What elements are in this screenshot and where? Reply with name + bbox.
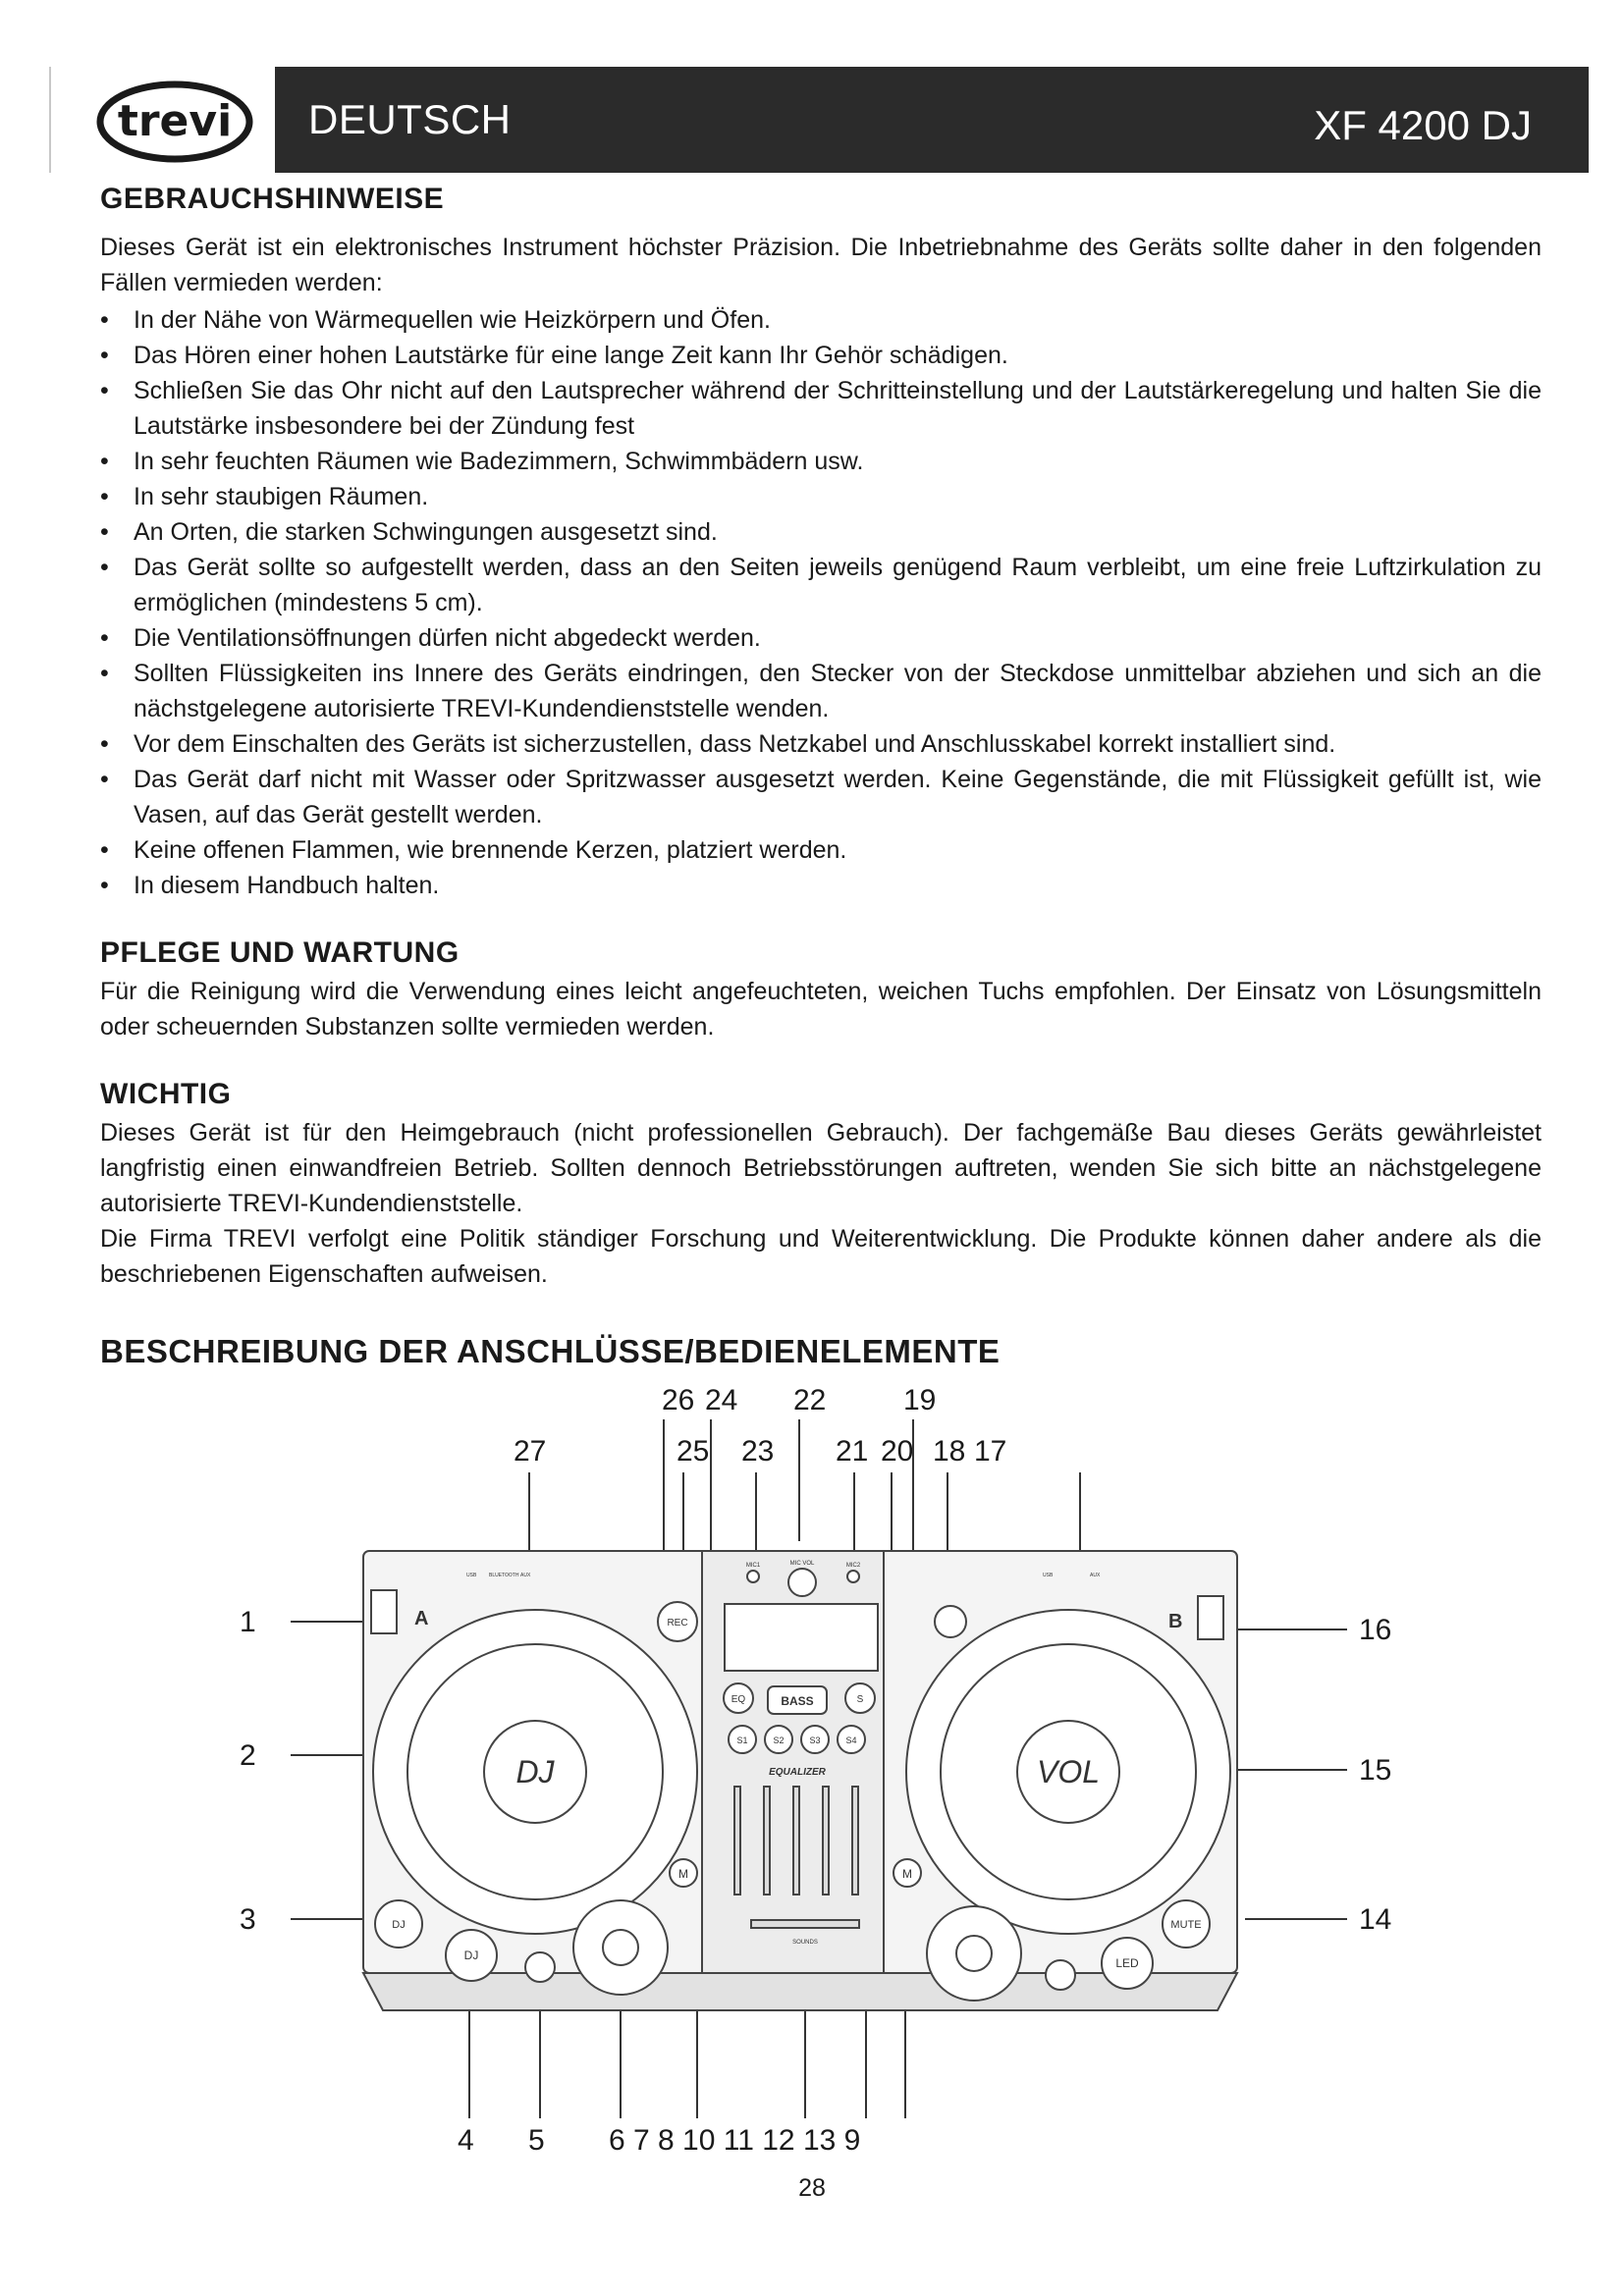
- header-bar: [275, 67, 1589, 173]
- callout-2: 2: [240, 1739, 256, 1772]
- usb-port-b[interactable]: [1198, 1596, 1223, 1639]
- important-text-2: Die Firma TREVI verfolgt eine Politik ständiger Forschung und Weiterentwicklung. Die Produkte können daher andere als die beschriebenen Eigenschaften aufweisen.: [100, 1225, 1542, 1288]
- list-item: • In diesem Handbuch halten.: [100, 872, 440, 899]
- care-text: Für die Reinigung wird die Verwendung eines leicht angefeuchteten, weichen Tuchs empfohlen. Der Einsatz von Lösungsmitteln oder scheuernden Substanzen sollte vermieden werden.: [100, 978, 1542, 1041]
- controls-diagram: [196, 1374, 1434, 2179]
- transport-pad-right[interactable]: [927, 1906, 1021, 2001]
- usb-left-label: USB: [466, 1573, 477, 1578]
- section-title-usage: GEBRAUCHSHINWEISE: [100, 183, 445, 215]
- usb-right-label: USB: [1043, 1573, 1054, 1578]
- mode-left-label: M: [678, 1867, 688, 1881]
- list-item: • Sollten Flüssigkeiten ins Innere des Geräts eindringen, den Stecker von der Steckdose unmittelbar abziehen und sich an die nächstgelegene autorisierte TREVI-Kundendienststelle wenden.: [100, 660, 1542, 722]
- aux-right-label: AUX: [1090, 1573, 1101, 1578]
- list-item: • In der Nähe von Wärmequellen wie Heizkörpern und Öfen.: [100, 306, 771, 334]
- transport-pad-left[interactable]: [573, 1900, 668, 1995]
- callout-21: 21: [836, 1435, 869, 1468]
- section-title-important: WICHTIG: [100, 1078, 232, 1110]
- jog-right-label: VOL: [1036, 1754, 1101, 1789]
- eq-slider[interactable]: [793, 1787, 799, 1895]
- callout-23: 23: [741, 1435, 775, 1468]
- list-item: • Keine offenen Flammen, wie brennende Kerzen, platziert werden.: [100, 836, 847, 864]
- jog-left-label: DJ: [515, 1754, 555, 1789]
- callout-5: 5: [528, 2124, 545, 2157]
- mic1-label: MIC1: [745, 1563, 761, 1569]
- callout-19: 19: [903, 1384, 937, 1416]
- usb-port-a[interactable]: [371, 1590, 397, 1633]
- mic-volume-knob[interactable]: [788, 1569, 816, 1596]
- callout-17: 17: [974, 1435, 1007, 1468]
- list-item: • Das Gerät sollte so aufgestellt werden, dass an den Seiten jeweils genügend Raum verbleibt, um eine freie Luftzirkulation zu ermöglichen (mindestens 5 cm).: [100, 554, 1542, 616]
- mute-label: MUTE: [1170, 1919, 1202, 1931]
- mic2-jack[interactable]: [847, 1571, 859, 1582]
- eq-slider[interactable]: [823, 1787, 829, 1895]
- callout-27: 27: [514, 1435, 547, 1468]
- s2-label: S2: [773, 1735, 785, 1745]
- s1-label: S1: [736, 1735, 748, 1745]
- mode-right-label: M: [902, 1867, 912, 1881]
- callout-20: 20: [881, 1435, 914, 1468]
- display: [725, 1604, 878, 1671]
- callout-16: 16: [1359, 1614, 1392, 1646]
- equalizer-label: EQUALIZER: [769, 1767, 826, 1778]
- callout-22: 22: [793, 1384, 827, 1416]
- logo-text: trevi: [117, 96, 233, 146]
- page-margin-line: [49, 67, 51, 173]
- power-button[interactable]: [935, 1606, 966, 1637]
- bass-label: BASS: [781, 1694, 814, 1708]
- callout-1: 1: [240, 1606, 256, 1638]
- section-title-controls: BESCHREIBUNG DER ANSCHLÜSSE/BEDIENELEMENTE: [100, 1333, 1001, 1369]
- rec-label: REC: [667, 1618, 688, 1629]
- mic2-label: MIC2: [845, 1563, 861, 1569]
- s4-label: S4: [845, 1735, 857, 1745]
- header-language: DEUTSCH: [308, 96, 512, 142]
- list-item: • An Orten, die starken Schwingungen ausgesetzt sind.: [100, 518, 718, 546]
- callout-6-7-8-10-11-12-13-9: 6 7 8 10 11 12 13 9: [609, 2124, 861, 2157]
- list-item: • Vor dem Einschalten des Geräts ist sicherzustellen, dass Netzkabel und Anschlusskabel korrekt installiert sind.: [100, 730, 1336, 758]
- section-title-care: PFLEGE UND WARTUNG: [100, 936, 460, 969]
- callout-3: 3: [240, 1903, 256, 1936]
- eq-slider[interactable]: [764, 1787, 770, 1895]
- deck-b-label: B: [1168, 1611, 1183, 1632]
- important-text-1: Dieses Gerät ist für den Heimgebrauch (nicht professionellen Gebrauch). Der fachgemäße Bau dieses Geräts gewährleistet langfristig einen einwandfreien Betrieb. Sollten dennoch Betriebsstörungen auftreten, wenden Sie sich bitte an nächstgelegene autorisierte TREVI-Kundendienststelle.: [100, 1119, 1542, 1217]
- list-item: • Die Ventilationsöffnungen dürfen nicht abgedeckt werden.: [100, 624, 761, 652]
- s-label: S: [856, 1694, 864, 1705]
- eq-slider[interactable]: [734, 1787, 740, 1895]
- list-item: • Das Hören einer hohen Lautstärke für eine lange Zeit kann Ihr Gehör schädigen.: [100, 342, 1008, 369]
- mic1-jack[interactable]: [747, 1571, 759, 1582]
- page-content: [100, 183, 1542, 1374]
- sounds-slider[interactable]: [751, 1920, 859, 1928]
- mic-vol-label: MIC VOL: [789, 1561, 815, 1567]
- s3-label: S3: [809, 1735, 821, 1745]
- stop-button-left[interactable]: [525, 1952, 555, 1982]
- bluetooth-label: BLUETOOTH: [489, 1573, 519, 1578]
- list-item: • In sehr staubigen Räumen.: [100, 483, 429, 510]
- dj-effect-label: DJ: [392, 1919, 406, 1931]
- callout-14: 14: [1359, 1903, 1392, 1936]
- callout-25: 25: [677, 1435, 710, 1468]
- deck-a-label: A: [414, 1608, 429, 1629]
- usage-intro: Dieses Gerät ist ein elektronisches Instrument höchster Präzision. Die Inbetriebnahme des Geräts sollte daher in den folgenden Fällen vermieden werden:: [100, 234, 1542, 296]
- eq-label: EQ: [731, 1694, 746, 1705]
- sounds-label: SOUNDS: [792, 1940, 818, 1946]
- eq-slider[interactable]: [852, 1787, 858, 1895]
- page-number: 28: [798, 2174, 826, 2202]
- trevi-logo: [96, 80, 253, 163]
- list-item: • In sehr feuchten Räumen wie Badezimmern, Schwimmbädern usw.: [100, 448, 864, 475]
- list-item: • Schließen Sie das Ohr nicht auf den Lautsprecher während der Schritteinstellung und der Lautstärkeregelung und halten Sie die Lautstärke insbesondere bei der Zündung fest: [100, 377, 1542, 440]
- usage-bullet-list: [100, 302, 1542, 903]
- led-label: LED: [1115, 1956, 1139, 1970]
- list-item: • Das Gerät darf nicht mit Wasser oder Spritzwasser ausgesetzt werden. Keine Gegenstände, die mit Flüssigkeit gefüllt ist, wie Vasen, auf das Gerät gestellt werden.: [100, 766, 1542, 828]
- aux-left-label: AUX: [520, 1573, 531, 1578]
- callout-4: 4: [458, 2124, 474, 2157]
- header-model: XF 4200 DJ: [1314, 102, 1532, 148]
- callout-24: 24: [705, 1384, 738, 1416]
- callout-18: 18: [933, 1435, 966, 1468]
- stop-button-right[interactable]: [1046, 1960, 1075, 1990]
- callout-26: 26: [662, 1384, 695, 1416]
- dj-button-label: DJ: [463, 1949, 479, 1962]
- callout-15: 15: [1359, 1754, 1392, 1787]
